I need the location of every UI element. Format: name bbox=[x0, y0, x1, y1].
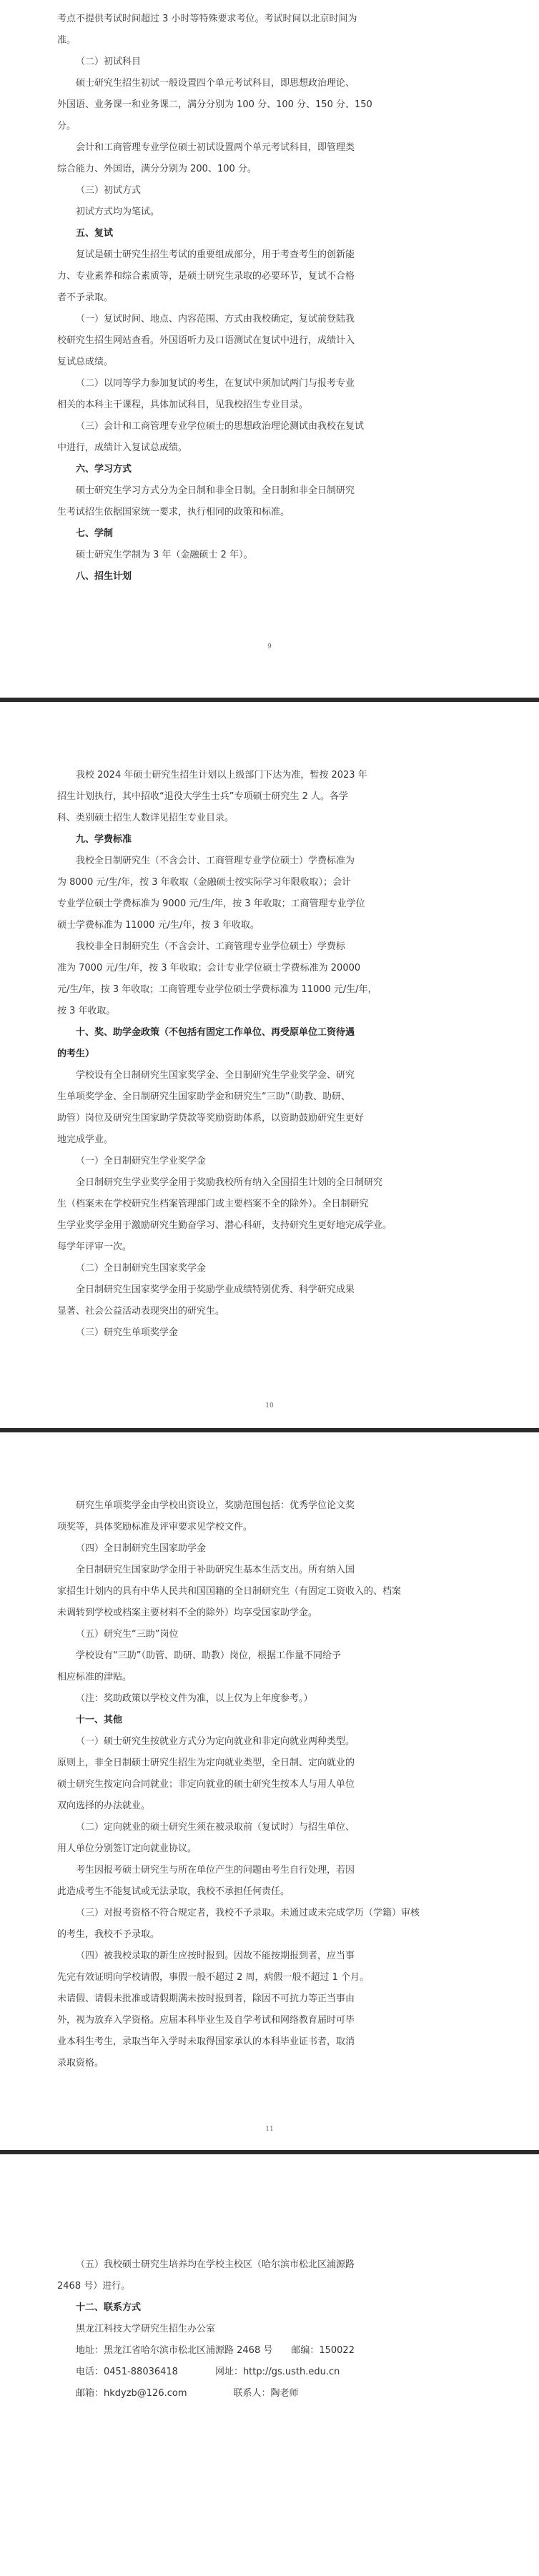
body-text-line: 学校设有“三助”（助管、助研、助教）岗位，根据工作量不同给予 bbox=[76, 1650, 341, 1661]
body-text-line: 地址：黑龙江省哈尔滨市松北区浦源路 2468 号 邮编：150022 bbox=[76, 2345, 355, 2356]
body-text-line: 专业学位硕士学费标准为 9000 元/生/年，按 3 年收取；工商管理专业学位 bbox=[57, 898, 365, 909]
section-heading: 十、奖、助学金政策（不包括有固定工作单位、再受原单位工资待遇 bbox=[76, 1027, 355, 1038]
body-text-line: （二）定向就业的硕士研究生须在被录取前（复试时）与招生单位、 bbox=[76, 1822, 355, 1833]
body-text-line: 考生因报考硕士研究生与所在单位产生的问题由考生自行处理，若因 bbox=[76, 1865, 355, 1876]
body-text-line: 未调转到学校或档案主要材料不全的除外）均享受国家助学金。 bbox=[57, 1607, 318, 1618]
body-text-line: 相关的本科主干课程，具体加试科目，见我校招生专业目录。 bbox=[57, 400, 309, 410]
body-text-line: 2468 号）进行。 bbox=[57, 2281, 131, 2292]
body-text-line: 生单项奖学金、全日制研究生国家助学金和研究生“三助”（助教、助研、 bbox=[57, 1091, 350, 1102]
document-page-3 bbox=[0, 1432, 539, 2150]
section-heading: 十二、联系方式 bbox=[76, 2302, 142, 2313]
body-text-line: 准。 bbox=[57, 35, 76, 46]
body-text-line: 黑龙江科技大学研究生招生办公室 bbox=[76, 2324, 216, 2334]
body-text-line: 研究生单项奖学金由学校出资设立，奖励范围包括：优秀学位论文奖 bbox=[76, 1500, 355, 1511]
body-text-line: 业本科生考生，录取当年入学时未取得国家承认的本科毕业证书者，取消 bbox=[57, 2036, 355, 2047]
body-text-line: 硕士研究生学制为 3 年（金融硕士 2 年）。 bbox=[76, 550, 253, 560]
body-text-line: 力、专业素养和综合素质等，是硕士研究生录取的必要环节，复试不合格 bbox=[57, 271, 355, 282]
document-page-2 bbox=[0, 702, 539, 1428]
body-text-line: 地完成学业。 bbox=[57, 1134, 114, 1145]
body-text-line: 硕士研究生招生初试一般设置四个单元考试科目，即思想政治理论、 bbox=[76, 78, 355, 89]
section-heading: 十一、其他 bbox=[76, 1715, 123, 1725]
body-text-line: 全日制研究生学业奖学金用于奖励我校所有纳入全国招生计划的全日制研究 bbox=[76, 1177, 383, 1188]
page-1-body bbox=[57, 9, 482, 588]
document-page-4 bbox=[0, 2154, 539, 2576]
body-text-line: 未请假、请假未批准或请假期满未按时报到者，除因不可抗力等正当事由 bbox=[57, 1993, 355, 2004]
body-text-line: 邮箱：hkdyzb@126.com 联系人：陶老师 bbox=[76, 2388, 299, 2399]
page-4-body bbox=[57, 2254, 482, 2404]
body-text-line: （一）硕士研究生按就业方式分为定向就业和非定向就业两种类型。 bbox=[76, 1736, 355, 1747]
body-text-line: （三）研究生单项奖学金 bbox=[76, 1327, 179, 1338]
body-text-line: 全日制研究生国家助学金用于补助研究生基本生活支出。所有纳入国 bbox=[76, 1565, 355, 1575]
body-text-line: 生学业奖学金用于激励研究生勤奋学习、潜心科研，支持研究生更好地完成学业。 bbox=[57, 1220, 392, 1231]
body-text-line: （一）全日制研究生学业奖学金 bbox=[76, 1156, 207, 1166]
body-text-line: 硕士研究生按定向合同就业；非定向就业的硕士研究生按本人与用人单位 bbox=[57, 1779, 355, 1790]
body-text-line: 原则上，非全日制硕士研究生招生为定向就业类型，全日制、定向就业的 bbox=[57, 1758, 355, 1768]
body-text-line: 外，视为放弃入学资格。应届本科毕业生及自学考试和网络教育届时可毕 bbox=[57, 2015, 355, 2026]
body-text-line: 初试方式均为笔试。 bbox=[76, 207, 160, 217]
body-text-line: 的考生，我校不予录取。 bbox=[57, 1929, 160, 1940]
page-number: 9 bbox=[267, 643, 272, 650]
body-text-line: 全日制研究生国家奖学金用于奖励学业成绩特别优秀、科学研究成果 bbox=[76, 1284, 355, 1295]
body-text-line: 复试总成绩。 bbox=[57, 357, 114, 367]
body-text-line: 我校 2024 年硕士研究生招生计划以上级部门下达为准，暂按 2023 年 bbox=[76, 770, 367, 781]
body-text-line: （二）初试科目 bbox=[76, 56, 142, 67]
body-text-line: 我校全日制研究生（不含会计、工商管理专业学位硕士）学费标准为 bbox=[76, 856, 355, 866]
body-text-line: 学校设有全日制研究生国家奖学金、全日制研究生学业奖学金、研究 bbox=[76, 1070, 355, 1081]
body-text-line: 硕士学费标准为 11000 元/生/年，按 3 年收取。 bbox=[57, 920, 259, 931]
body-text-line: 分。 bbox=[57, 121, 76, 132]
body-text-line: 为 8000 元/生/年，按 3 年收取（金融硕士按实际学习年限收取）；会计 bbox=[57, 877, 352, 888]
body-text-line: （二）以同等学力参加复试的考生，在复试中须加试两门与报考专业 bbox=[76, 378, 355, 389]
body-text-line: 科、类别硕士招生人数详见招生专业目录。 bbox=[57, 813, 234, 823]
body-text-line: 复试是硕士研究生招生考试的重要组成部分，用于考查考生的创新能 bbox=[76, 249, 355, 260]
body-text-line: 每学年评审一次。 bbox=[57, 1242, 132, 1252]
body-text-line: 元/生/年，按 3 年收取；工商管理专业学位硕士学费标准为 11000 元/生/年， bbox=[57, 984, 377, 995]
page-number: 10 bbox=[265, 1402, 274, 1410]
body-text-line: 招生计划执行，其中招收“退役大学生士兵”专项硕士研究生 2 人。各学 bbox=[57, 791, 349, 802]
body-text-line: 显著、社会公益活动表现突出的研究生。 bbox=[57, 1306, 225, 1317]
document-page-1 bbox=[0, 0, 539, 698]
body-text-line: （三）初试方式 bbox=[76, 185, 142, 196]
body-text-line: （五）研究生“三助”岗位 bbox=[76, 1629, 179, 1640]
section-heading: 九、学费标准 bbox=[76, 834, 132, 845]
body-text-line: 助管）岗位及研究生国家助学贷款等奖励资助体系，以资助鼓励研究生更好 bbox=[57, 1113, 365, 1124]
body-text-line: 中进行，成绩计入复试总成绩。 bbox=[57, 442, 188, 453]
body-text-line: 电话：0451-88036418 网址：http://gs.usth.edu.cn bbox=[76, 2367, 340, 2377]
section-heading: 的考生） bbox=[57, 1049, 95, 1059]
body-text-line: （二）全日制研究生国家奖学金 bbox=[76, 1263, 207, 1274]
body-text-line: 项奖等，具体奖励标准及评审要求见学校文件。 bbox=[57, 1522, 253, 1532]
body-text-line: 校研究生招生网站查看。外国语听力及口语测试在复试中进行，成绩计入 bbox=[57, 335, 355, 346]
section-heading: 六、学习方式 bbox=[76, 464, 132, 475]
body-text-line: （四）全日制研究生国家助学金 bbox=[76, 1543, 207, 1554]
body-text-line: （注：奖助政策以学校文件为准，以上仅为上年度参考。） bbox=[76, 1693, 313, 1704]
body-text-line: 者不予录取。 bbox=[57, 292, 114, 303]
page-3-body bbox=[57, 1495, 482, 2074]
body-text-line: （五）我校硕士研究生培养均在学校主校区（哈尔滨市松北区浦源路 bbox=[76, 2259, 355, 2270]
body-text-line: （四）被我校录取的新生应按时报到。因故不能按期报到者，应当事 bbox=[76, 1951, 355, 1961]
body-text-line: （三）会计和工商管理专业学位硕士的思想政治理论测试由我校在复试 bbox=[76, 421, 365, 432]
body-text-line: 我校非全日制研究生（不含会计、工商管理专业学位硕士）学费标 bbox=[76, 941, 346, 952]
body-text-line: 用人单位分别签订定向就业协议。 bbox=[57, 1843, 197, 1854]
body-text-line: 家招生计划内的具有中华人民共和国国籍的全日制研究生（有固定工资收入的、档案 bbox=[57, 1586, 402, 1597]
body-text-line: 此造成考生不能复试或无法录取，我校不承担任何责任。 bbox=[57, 1886, 290, 1897]
body-text-line: 综合能力、外国语，满分分别为 200、100 分。 bbox=[57, 164, 257, 174]
body-text-line: 会计和工商管理专业学位硕士初试设置两个单元考试科目，即管理类 bbox=[76, 142, 355, 153]
page-2-body bbox=[57, 765, 482, 1344]
page-number: 11 bbox=[265, 2126, 274, 2133]
body-text-line: 外国语、业务课一和业务课二，满分分别为 100 分、100 分、150 分、150 bbox=[57, 99, 372, 110]
section-heading: 八、招生计划 bbox=[76, 571, 132, 582]
body-text-line: 双向选择的办法就业。 bbox=[57, 1800, 151, 1811]
section-heading: 七、学制 bbox=[76, 528, 114, 539]
body-text-line: 按 3 年收取。 bbox=[57, 1006, 116, 1016]
body-text-line: 生考试招生依据国家统一要求，执行相同的政策和标准。 bbox=[57, 507, 290, 517]
body-text-line: 先完有效证明向学校请假，事假一般不超过 2 周，病假一般不超过 1 个月。 bbox=[57, 1972, 370, 1983]
body-text-line: （三）对报考资格不符合规定者，我校不予录取。未通过或未完成学历（学籍）审核 bbox=[76, 1908, 420, 1918]
body-text-line: 考点不提供考试时间超过 3 小时等特殊要求考位。考试时间以北京时间为 bbox=[57, 14, 357, 24]
section-heading: 五、复试 bbox=[76, 228, 114, 239]
body-text-line: 准为 7000 元/生/年，按 3 年收取；会计专业学位硕士学费标准为 20000 bbox=[57, 963, 361, 974]
body-text-line: 硕士研究生学习方式分为全日制和非全日制。全日制和非全日制研究 bbox=[76, 485, 355, 496]
body-text-line: 相应标准的津贴。 bbox=[57, 1672, 132, 1683]
body-text-line: （一）复试时间、地点、内容范围、方式由我校确定，复试前登陆我 bbox=[76, 314, 355, 325]
body-text-line: 生（档案未在学校研究生档案管理部门或主要档案不全的除外）。全日制研究 bbox=[57, 1199, 369, 1209]
body-text-line: 录取资格。 bbox=[57, 2058, 104, 2069]
